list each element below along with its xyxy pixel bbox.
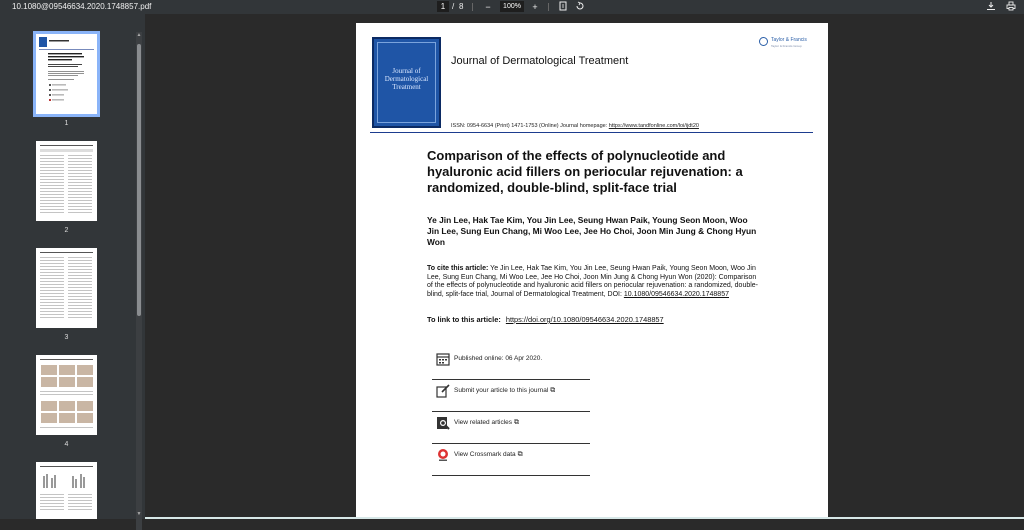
link-label: To link to this article: bbox=[427, 315, 501, 324]
external-link-icon: ⧉ bbox=[550, 387, 556, 394]
article-title: Comparison of the effects of polynucleotide and hyaluronic acid fillers on periocular rejuvenation: a randomized, double-blind, split-face trial bbox=[427, 148, 743, 195]
issn-line bbox=[451, 123, 699, 129]
scroll-down-arrow-icon[interactable]: ▼ bbox=[136, 511, 142, 517]
divider bbox=[432, 379, 590, 380]
external-link-icon: ⧉ bbox=[517, 451, 523, 458]
article-authors: Ye Jin Lee, Hak Tae Kim, You Jin Lee, Seung Hwan Paik, Young Seon Moon, Woo Jin Lee, Sung Eun Chang, Mi Woo Lee, Jee Ho Choi, Joon Min Jung & Chong Hyun Won bbox=[427, 215, 757, 247]
thumbnail-sidebar bbox=[0, 14, 145, 519]
zoom-out-button[interactable]: − bbox=[485, 2, 491, 12]
pdf-viewer bbox=[145, 14, 1024, 519]
related-articles-item[interactable] bbox=[432, 416, 592, 434]
header-rule bbox=[370, 132, 813, 133]
crossmark-link[interactable]: View Crossmark data bbox=[454, 451, 516, 458]
toolbar-divider bbox=[548, 3, 549, 11]
pdf-toolbar bbox=[0, 0, 1024, 14]
divider bbox=[432, 443, 590, 444]
thumbnail-number: 3 bbox=[64, 334, 69, 341]
page-total: 8 bbox=[459, 2, 464, 11]
publisher-name: Taylor & Francis bbox=[771, 37, 807, 43]
article-link-line bbox=[427, 315, 664, 324]
journal-cover-image bbox=[372, 37, 441, 128]
pdf-page bbox=[356, 23, 828, 519]
calendar-icon bbox=[436, 352, 450, 366]
citation-block bbox=[427, 265, 762, 299]
published-online-item bbox=[432, 352, 592, 370]
thumbnail-number: 4 bbox=[64, 441, 69, 448]
cite-label: To cite this article: bbox=[427, 265, 489, 272]
journal-homepage-link[interactable]: https://www.tandfonline.com/loi/ijdt20 bbox=[608, 123, 699, 129]
rotate-icon[interactable] bbox=[574, 1, 586, 13]
cover-title: Journal of Dermatological Treatment bbox=[384, 67, 429, 91]
search-document-icon bbox=[436, 416, 450, 430]
published-date: Published online: 06 Apr 2020. bbox=[454, 355, 543, 362]
download-icon[interactable] bbox=[985, 1, 997, 13]
crossmark-icon bbox=[436, 448, 450, 462]
thumbnail-number: 2 bbox=[64, 227, 69, 234]
thumbnail-page-1[interactable] bbox=[36, 34, 97, 114]
thumbnail-page-2[interactable] bbox=[36, 141, 97, 221]
divider bbox=[432, 475, 590, 476]
edit-icon bbox=[436, 384, 450, 398]
thumbnail-page-4[interactable] bbox=[36, 355, 97, 435]
print-icon[interactable] bbox=[1005, 1, 1017, 13]
thumbnail-number: 1 bbox=[64, 120, 69, 127]
sidebar-scrollbar-thumb[interactable] bbox=[137, 44, 141, 316]
related-articles-link[interactable]: View related articles bbox=[454, 419, 513, 426]
page-number-input[interactable]: 1 bbox=[437, 1, 449, 12]
submit-article-item[interactable] bbox=[432, 384, 592, 402]
issn-text: ISSN: 0954-6634 (Print) 1471-1753 (Online) Journal homepage: bbox=[451, 123, 608, 129]
divider bbox=[432, 411, 590, 412]
submit-article-link[interactable]: Submit your article to this journal bbox=[454, 387, 549, 394]
journal-name: Journal of Dermatological Treatment bbox=[451, 55, 629, 67]
article-doi-link[interactable]: https://doi.org/10.1080/09546634.2020.1748857 bbox=[505, 315, 664, 324]
fit-page-icon[interactable] bbox=[557, 1, 569, 13]
cite-text: Ye Jin Lee, Hak Tae Kim, You Jin Lee, Seung Hwan Paik, Young Seon Moon, Woo Jin Lee, Sung Eun Chang, Mi Woo Lee, Jee Ho Choi, Joon Min Jung & Chong Hyun Won (2020): Comparison of the effects of polynucleotide and hyaluronic acid fillers on periocular rejuvenation: a randomized, double-blind, split-face trial, Journal of Dermatological Treatment, DOI: bbox=[427, 265, 759, 298]
external-link-icon: ⧉ bbox=[514, 419, 520, 426]
crossmark-item[interactable] bbox=[432, 448, 592, 466]
publisher-subtitle: Taylor & Francis Group bbox=[771, 44, 802, 48]
cite-doi-link[interactable]: 10.1080/09546634.2020.1748857 bbox=[623, 290, 729, 298]
zoom-in-button[interactable]: + bbox=[532, 2, 538, 12]
toolbar-divider bbox=[472, 3, 473, 11]
publisher-logo-icon bbox=[759, 37, 768, 46]
document-title: 10.1080@09546634.2020.1748857.pdf bbox=[12, 2, 152, 11]
zoom-level-input[interactable]: 100% bbox=[500, 1, 524, 12]
thumbnail-page-5[interactable] bbox=[36, 462, 97, 519]
page-separator: / bbox=[452, 2, 455, 11]
thumbnail-page-3[interactable] bbox=[36, 248, 97, 328]
scroll-up-arrow-icon[interactable]: ▲ bbox=[136, 32, 142, 38]
